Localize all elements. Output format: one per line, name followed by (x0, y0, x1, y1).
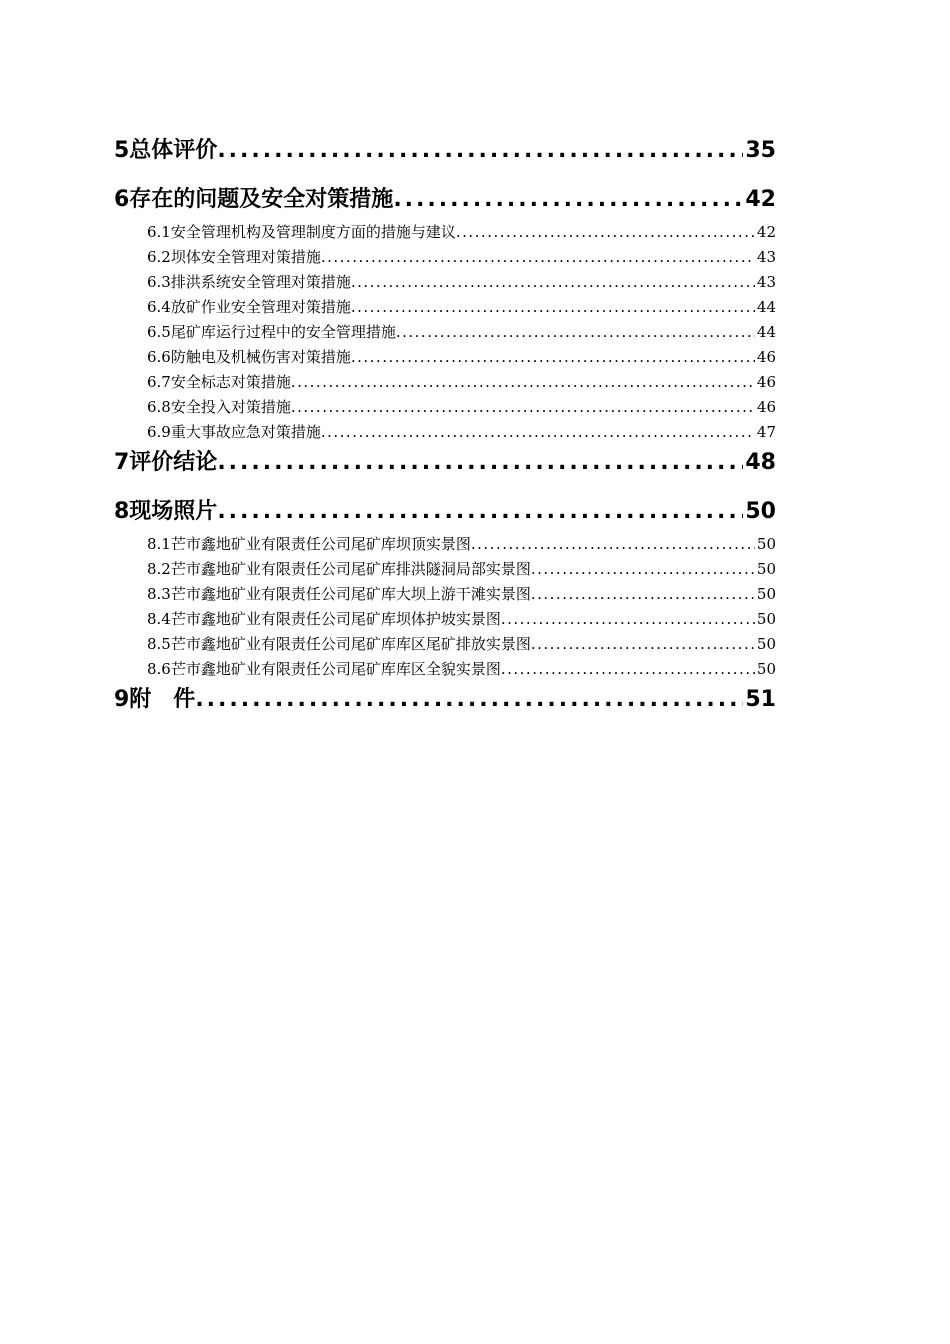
toc-page-number: 42 (756, 223, 776, 241)
toc-page-number: 46 (756, 348, 776, 366)
toc-entry-6-5[interactable] (114, 320, 776, 345)
toc-entry-title: 6.7安全标志对策措施 (147, 373, 291, 391)
toc-entry-8-6[interactable] (114, 657, 776, 682)
toc-entry-6-9[interactable] (114, 420, 776, 445)
toc-page-number: 35 (745, 138, 776, 163)
toc-entry-title: 6.8安全投入对策措施 (147, 398, 291, 416)
toc-page-number: 50 (756, 535, 776, 553)
dot-leader (456, 220, 755, 245)
toc-entry-title: 6.6防触电及机械伤害对策措施 (147, 348, 351, 366)
dot-leader (217, 135, 743, 167)
toc-entry-8-3[interactable] (114, 582, 776, 607)
dot-leader (217, 496, 743, 528)
toc-entry-title: 8.2芒市鑫地矿业有限责任公司尾矿库排洪隧洞局部实景图 (147, 560, 531, 578)
dot-leader (217, 447, 743, 479)
dot-leader (351, 295, 755, 320)
toc-page-number: 46 (756, 373, 776, 391)
toc-entry-6-2[interactable] (114, 245, 776, 270)
toc-page-number: 50 (756, 610, 776, 628)
toc-entry-6-7[interactable] (114, 370, 776, 395)
toc-page-number: 51 (745, 687, 776, 712)
toc-entry-6[interactable] (114, 184, 776, 216)
dot-leader (291, 370, 755, 395)
toc-page-number: 50 (756, 585, 776, 603)
toc-entry-8-4[interactable] (114, 607, 776, 632)
dot-leader (351, 270, 755, 295)
dot-leader (393, 184, 743, 216)
toc-page-number: 50 (756, 560, 776, 578)
toc-entry-7[interactable] (114, 447, 776, 479)
toc-entry-title: 6.5尾矿库运行过程中的安全管理措施 (147, 323, 396, 341)
toc-entry-title: 6存在的问题及安全对策措施 (114, 187, 394, 212)
toc-page-number: 47 (756, 423, 776, 441)
dot-leader (396, 320, 755, 345)
toc-entry-title: 8.5芒市鑫地矿业有限责任公司尾矿库库区尾矿排放实景图 (147, 635, 531, 653)
toc-entry-8-1[interactable] (114, 532, 776, 557)
toc-page-number: 44 (756, 323, 776, 341)
dot-leader (531, 582, 755, 607)
toc-entry-title: 8.1芒市鑫地矿业有限责任公司尾矿库坝顶实景图 (147, 535, 471, 553)
toc-entry-title: 6.4放矿作业安全管理对策措施 (147, 298, 351, 316)
toc-entry-title: 6.9重大事故应急对策措施 (147, 423, 321, 441)
toc-entry-6-6[interactable] (114, 345, 776, 370)
toc-entry-title: 7评价结论 (114, 450, 218, 475)
toc-entry-8[interactable] (114, 496, 776, 528)
toc-page-number: 50 (756, 660, 776, 678)
toc-entry-6-1[interactable] (114, 220, 776, 245)
toc-page-number: 42 (745, 187, 776, 212)
dot-leader (501, 607, 755, 632)
toc-entry-title: 8.3芒市鑫地矿业有限责任公司尾矿库大坝上游干滩实景图 (147, 585, 531, 603)
dot-leader (321, 420, 755, 445)
toc-page-number: 50 (745, 499, 776, 524)
toc-entry-title: 6.1安全管理机构及管理制度方面的措施与建议 (147, 223, 456, 241)
toc-entry-title: 5总体评价 (114, 138, 218, 163)
toc-page-number: 46 (756, 398, 776, 416)
toc-entry-5[interactable] (114, 135, 776, 167)
dot-leader (195, 684, 743, 716)
dot-leader (291, 395, 755, 420)
toc-entry-title: 8现场照片 (114, 499, 218, 524)
toc-entry-title: 6.3排洪系统安全管理对策措施 (147, 273, 351, 291)
toc-entry-8-2[interactable] (114, 557, 776, 582)
dot-leader (531, 632, 755, 657)
toc-entry-title: 6.2坝体安全管理对策措施 (147, 248, 321, 266)
toc-entry-6-8[interactable] (114, 395, 776, 420)
dot-leader (531, 557, 755, 582)
toc-page-number: 48 (745, 450, 776, 475)
toc-page-number: 43 (756, 273, 776, 291)
toc-entry-title: 9附 件 (114, 687, 196, 712)
table-of-contents (114, 135, 776, 716)
toc-page-number: 43 (756, 248, 776, 266)
toc-entry-6-4[interactable] (114, 295, 776, 320)
toc-entry-8-5[interactable] (114, 632, 776, 657)
toc-entry-title: 8.6芒市鑫地矿业有限责任公司尾矿库库区全貌实景图 (147, 660, 501, 678)
toc-entry-6-3[interactable] (114, 270, 776, 295)
dot-leader (351, 345, 755, 370)
toc-entry-9[interactable] (114, 684, 776, 716)
toc-page-number: 44 (756, 298, 776, 316)
dot-leader (471, 532, 755, 557)
dot-leader (501, 657, 755, 682)
dot-leader (321, 245, 755, 270)
toc-page-number: 50 (756, 635, 776, 653)
toc-entry-title: 8.4芒市鑫地矿业有限责任公司尾矿库坝体护坡实景图 (147, 610, 501, 628)
